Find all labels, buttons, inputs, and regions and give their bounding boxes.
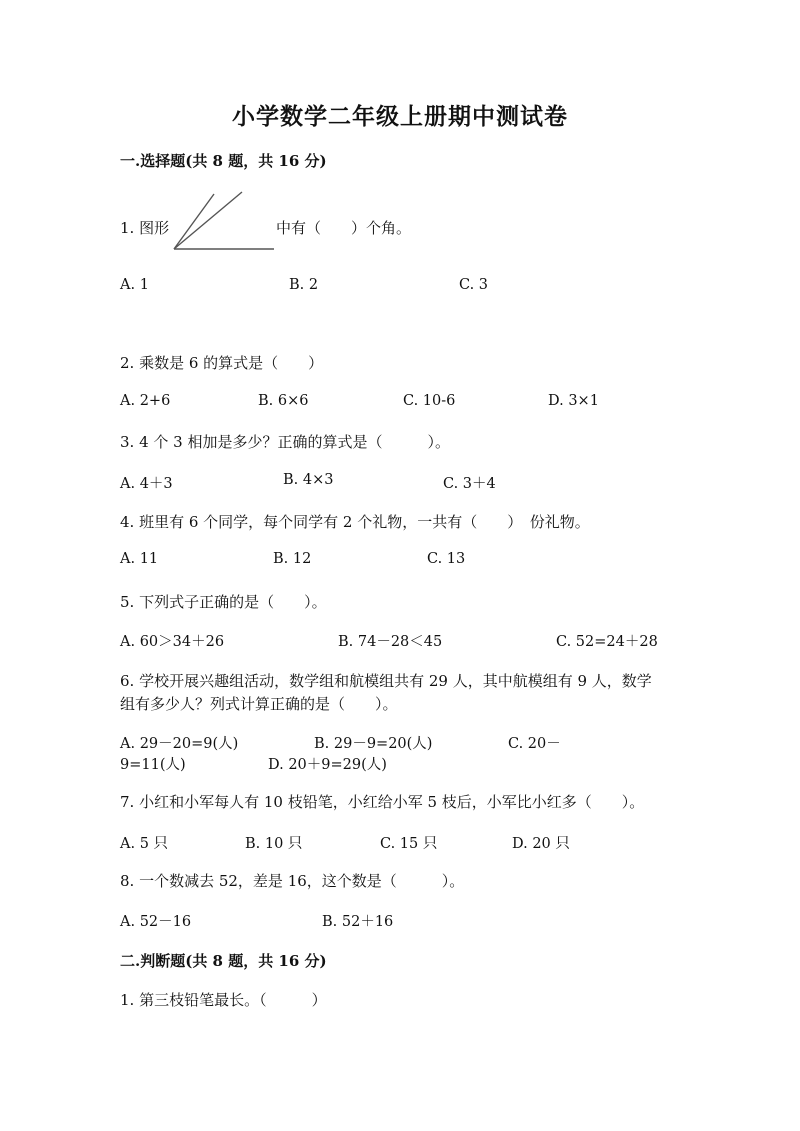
question-3: 3. 4 个 3 相加是多少？正确的算式是（ ）。 xyxy=(120,433,450,451)
q6-option-a: A. 29－20=9(人) xyxy=(120,736,239,752)
q8-option-b: B. 52＋16 xyxy=(322,914,394,930)
page-title: 小学数学二年级上册期中测试卷 xyxy=(232,103,568,130)
section-heading-choice: 一.选择题(共 8 题，共 16 分) xyxy=(120,152,327,170)
q6-option-b: B. 29－9=20(人) xyxy=(314,736,433,752)
q3-option-a: A. 4＋3 xyxy=(120,476,173,492)
question-6-line-1: 6. 学校开展兴趣组活动，数学组和航模组共有 29 人，其中航模组有 9 人，数学 xyxy=(120,672,652,690)
angle-figure xyxy=(170,188,278,254)
question-1-suffix: 中有（ ）个角。 xyxy=(276,219,412,237)
judge-question-1: 1. 第三枝铅笔最长。（ ） xyxy=(120,991,327,1009)
question-8: 8. 一个数减去 52，差是 16，这个数是（ ）。 xyxy=(120,872,465,890)
q6-option-c-continued: 9=11(人) xyxy=(120,757,186,773)
q1-option-b: B. 2 xyxy=(289,277,319,293)
q8-option-a: A. 52－16 xyxy=(120,914,192,930)
question-5: 5. 下列式子正确的是（ ）。 xyxy=(120,593,327,611)
question-6-line-2: 组有多少人？列式计算正确的是（ ）。 xyxy=(120,695,398,713)
section-heading-judge: 二.判断题(共 8 题，共 16 分) xyxy=(120,952,327,970)
question-1-prefix: 1. 图形 xyxy=(120,219,170,237)
q7-option-c: C. 15 只 xyxy=(380,836,438,852)
q6-option-c: C. 20－ xyxy=(508,736,561,752)
q2-option-b: B. 6×6 xyxy=(258,393,309,409)
question-4: 4. 班里有 6 个同学，每个同学有 2 个礼物，一共有（ ） 份礼物。 xyxy=(120,513,590,531)
q2-option-a: A. 2+6 xyxy=(120,393,171,409)
q4-option-c: C. 13 xyxy=(427,551,466,567)
q3-option-b: B. 4×3 xyxy=(283,472,334,488)
q5-option-b: B. 74－28＜45 xyxy=(338,634,443,650)
q2-option-c: C. 10-6 xyxy=(403,393,456,409)
q4-option-b: B. 12 xyxy=(273,551,312,567)
q7-option-d: D. 20 只 xyxy=(512,836,570,852)
q6-option-d: D. 20＋9=29(人) xyxy=(268,757,387,773)
q5-option-a: A. 60＞34＋26 xyxy=(120,634,225,650)
question-2: 2. 乘数是 6 的算式是（ ） xyxy=(120,354,324,372)
q1-option-a: A. 1 xyxy=(120,277,149,293)
q3-option-c: C. 3＋4 xyxy=(443,476,496,492)
q7-option-b: B. 10 只 xyxy=(245,836,303,852)
q7-option-a: A. 5 只 xyxy=(120,836,169,852)
q5-option-c: C. 52=24＋28 xyxy=(556,634,658,650)
q1-option-c: C. 3 xyxy=(459,277,489,293)
q4-option-a: A. 11 xyxy=(120,551,159,567)
q2-option-d: D. 3×1 xyxy=(548,393,599,409)
question-7: 7. 小红和小军每人有 10 枝铅笔，小红给小军 5 枝后，小军比小红多（ ）。 xyxy=(120,793,645,811)
